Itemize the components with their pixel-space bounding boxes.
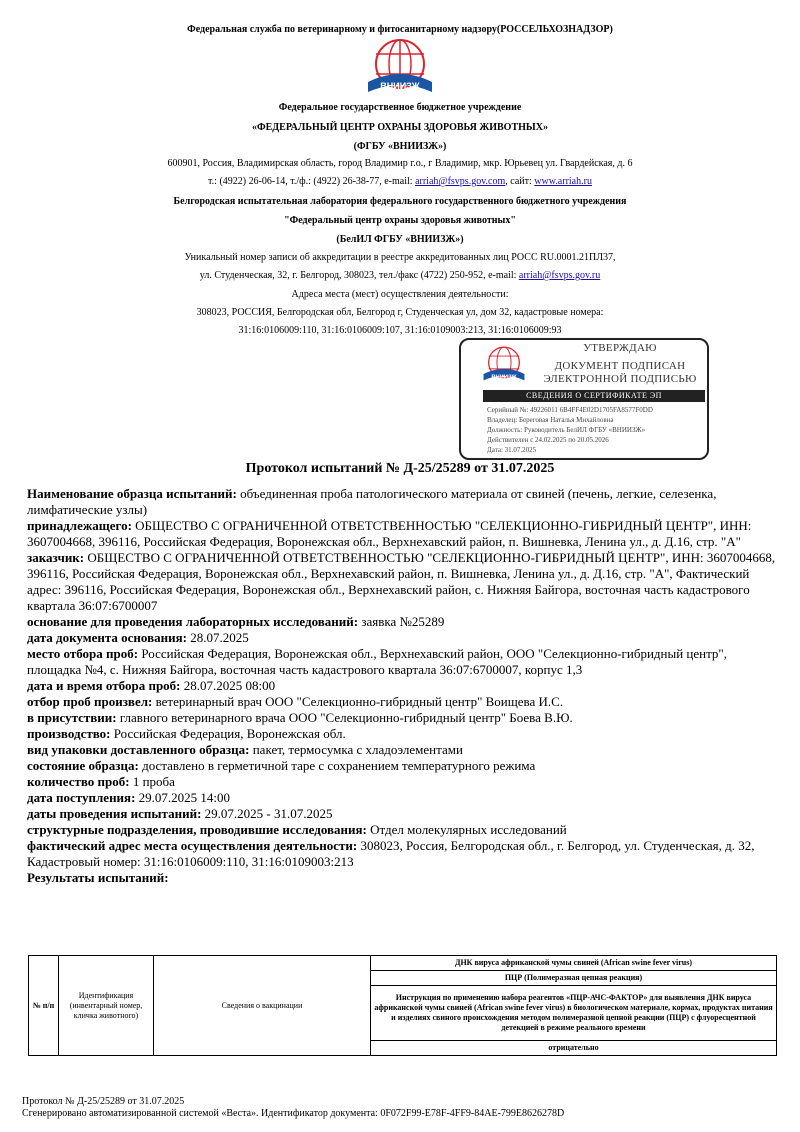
stamp-owner: Владелец: Береговая Наталья Михайловна [487, 416, 614, 424]
results-table [28, 955, 777, 1056]
field-line [27, 518, 782, 550]
field-label: состояние образца: [27, 758, 139, 773]
field-value: объединенная проба патологического материала от свиней (печень, легкие, селезенка, лимфатические узлы) [27, 486, 717, 517]
field-line [27, 550, 782, 614]
org-site-link[interactable]: www.arriah.ru [534, 176, 592, 187]
field-label: принадлежащего: [27, 518, 132, 533]
field-value: Российская Федерация, Воронежская обл. [110, 726, 346, 741]
e-signature-stamp [459, 338, 709, 460]
stamp-position: Должность: Руководитель БелИЛ ФГБУ «ВНИИЗЖ» [487, 426, 646, 434]
target-header: ДНК вируса африканской чумы свиней (African swine fever virus) [371, 956, 777, 971]
field-value: ОБЩЕСТВО С ОГРАНИЧЕННОЙ ОТВЕТСТВЕННОСТЬЮ "СЕЛЕКЦИОННО-ГИБРИДНЫЙ ЦЕНТР", ИНН: 3607004668, 396116, Российская Федерация, Воронежская обл., Верхнехавский район, п. Вишневка, Ленина ул., д. Д.16, стр. "А", Фактический адрес: 396116, Российская Федерация, Воронежская обл., Верхнехавский район, с. Нижняя Байгора, восточная часть кадастрового квартала 36:07:6700007 [27, 550, 776, 613]
org-type: Федеральное государственное бюджетное учреждение [278, 102, 522, 113]
field-label: в присутствии: [27, 710, 117, 725]
field-value: 1 проба [129, 774, 175, 789]
contacts-mid: , сайт: [505, 176, 535, 187]
stamp-signed-1: ДОКУМЕНТ ПОДПИСАН [554, 360, 686, 372]
field-value: Российская Федерация, Воронежская обл., Верхнехавский район, ООО "Селекционно-гибридный центр", площадка №4, с. Нижняя Байгора, восточная часть кадастрового квартала 36:07:6700007, корпус 1,3 [27, 646, 727, 677]
stamp-valid: Действителен с 24.02.2025 по 20.05.2026 [487, 436, 609, 444]
field-line [27, 614, 782, 630]
field-value: заявка №25289 [358, 614, 445, 629]
field-label: фактический адрес места осуществления деятельности: [27, 838, 358, 853]
svg-text:ВНИИЗЖ: ВНИИЗЖ [491, 374, 517, 381]
protocol-fields [27, 486, 782, 886]
stamp-logo [481, 345, 527, 385]
col-number-header: № п/п [29, 956, 59, 1056]
field-label: даты проведения испытаний: [27, 806, 202, 821]
stamp-serial: Серийный №: 49226011 6B4FF4E02D1705FA8577F0DD [487, 406, 653, 414]
field-line [27, 742, 782, 758]
col-vaccination-header: Сведения о вакцинации [154, 956, 371, 1056]
vniizzh-logo [364, 38, 436, 98]
field-line [27, 774, 782, 790]
field-value: Отдел молекулярных исследований [366, 822, 567, 837]
field-value: 28.07.2025 [186, 630, 249, 645]
field-value: пакет, термосумка с хладоэлементами [249, 742, 463, 757]
field-value: 308023, Россия, Белгородская обл., г. Белгород, ул. Студенческая, д. 32, Кадастровый номер: 31:16:0106009:110, 31:16:0109003:213 [27, 838, 755, 869]
field-value: 29.07.2025 - 31.07.2025 [201, 806, 333, 821]
field-line [27, 630, 782, 646]
method-header: ПЦР (Полимеразная цепная реакция) [371, 971, 777, 986]
field-line [27, 838, 782, 870]
field-line [27, 806, 782, 822]
field-label: отбор проб произвел: [27, 694, 153, 709]
field-value: ветеринарный врач ООО "Селекционно-гибридный центр" Воищева И.С. [152, 694, 564, 709]
activity-address-1: 308023, РОССИЯ, Белгородская обл, Белгород г, Студенческая ул, дом 32, кадастровые номера: [196, 307, 604, 318]
field-value: главного ветеринарного врача ООО "Селекционно-гибридный центр" Боева В.Ю. [116, 710, 573, 725]
field-line [27, 694, 782, 710]
field-value: доставлено в герметичной таре с сохранением температурного режима [138, 758, 536, 773]
lab-email-link[interactable]: arriah@fsvps.gov.ru [518, 270, 601, 281]
results-label: Результаты испытаний: [27, 870, 169, 885]
field-value: 28.07.2025 08:00 [180, 678, 276, 693]
field-label: производство: [27, 726, 111, 741]
field-label: структурные подразделения, проводившие исследования: [27, 822, 367, 837]
field-label: Наименование образца испытаний: [27, 486, 237, 501]
field-value: ОБЩЕСТВО С ОГРАНИЧЕННОЙ ОТВЕТСТВЕННОСТЬЮ "СЕЛЕКЦИОННО-ГИБРИДНЫЙ ЦЕНТР", ИНН: 3607004668, 396116, Российская Федерация, Воронежская обл., Верхнехавский район, п. Вишневка, Ленина ул., д. Д.16, стр. "А" [27, 518, 752, 549]
svg-text:ВНИИЗЖ: ВНИИЗЖ [380, 81, 420, 91]
org-address: 600901, Россия, Владимирская область, город Владимир г.о., г Владимир, мкр. Юрьевец ул. Гвардейская, д. 6 [167, 158, 633, 169]
field-line [27, 822, 782, 838]
field-label: дата поступления: [27, 790, 136, 805]
result-value: отрицательно [371, 1041, 777, 1056]
col-id-header: Идентификация (инвентарный номер, кличка животного) [59, 956, 154, 1056]
field-label: дата документа основания: [27, 630, 187, 645]
field-label: дата и время отбора проб: [27, 678, 181, 693]
lab-short: (БелИЛ ФГБУ «ВНИИЗЖ») [336, 234, 464, 245]
activity-address-2: 31:16:0106009:110, 31:16:0106009:107, 31:16:0109003:213, 31:16:0106009:93 [238, 325, 562, 336]
stamp-cert-bar: СВЕДЕНИЯ О СЕРТИФИКАТЕ ЭП [483, 390, 705, 402]
field-line [27, 758, 782, 774]
org-contacts [0, 176, 800, 188]
field-label: основание для проведения лабораторных исследований: [27, 614, 359, 629]
org-short: (ФГБУ «ВНИИЗЖ») [353, 141, 447, 152]
lab-address-prefix: ул. Студенческая, 32, г. Белгород, 308023, тел./факс (4722) 250-952, e-mail: [199, 270, 519, 281]
contacts-prefix: т.: (4922) 26-06-14, т./ф.: (4922) 26-38-77, e-mail: [208, 176, 416, 187]
instruction-header: Инструкция по применению набора реагентов «ПЦР-АЧС-ФАКТОР» для выявления ДНК вируса африканской чумы свиней (African swine fever virus) в биологическом материале, кормах, продуктах питания и изделиях свиного происхождения методом полимеразной цепной реакции (ПЦР) с флуоресцентной детекцией в режиме реального времени [371, 986, 777, 1041]
footer-protocol: Протокол № Д-25/25289 от 31.07.2025 [22, 1096, 185, 1107]
stamp-signed-2: ЭЛЕКТРОННОЙ ПОДПИСЬЮ [543, 373, 697, 385]
field-value: 29.07.2025 14:00 [135, 790, 231, 805]
footer-generated: Сгенерировано автоматизированной системой «Веста». Идентификатор документа: 0F072F99-E78F-4FF9-84AE-799E8626278D [22, 1108, 565, 1119]
field-line [27, 678, 782, 694]
stamp-approve: УТВЕРЖДАЮ [583, 342, 657, 354]
field-label: место отбора проб: [27, 646, 139, 661]
field-label: количество проб: [27, 774, 130, 789]
field-line [27, 646, 782, 678]
field-line [27, 726, 782, 742]
field-label: вид упаковки доставленного образца: [27, 742, 250, 757]
lab-line-2: "Федеральный центр охраны здоровья животных" [284, 215, 516, 226]
protocol-title: Протокол испытаний № Д-25/25289 от 31.07.2025 [245, 461, 555, 476]
field-line [27, 710, 782, 726]
field-line [27, 790, 782, 806]
field-line [27, 486, 782, 518]
activity-label: Адреса места (мест) осуществления деятельности: [291, 289, 509, 300]
org-name: «ФЕДЕРАЛЬНЫЙ ЦЕНТР ОХРАНЫ ЗДОРОВЬЯ ЖИВОТНЫХ» [252, 122, 548, 133]
lab-address [0, 270, 800, 282]
agency-name: Федеральная служба по ветеринарному и фитосанитарному надзору(РОССЕЛЬХОЗНАДЗОР) [187, 24, 613, 35]
accreditation: Уникальный номер записи об аккредитации в реестре аккредитованных лиц РОСС RU.0001.21ПЛ37, [184, 252, 616, 263]
field-label: заказчик: [27, 550, 85, 565]
lab-line-1: Белгородская испытательная лаборатория федерального государственного бюджетного учреждения [173, 196, 627, 207]
stamp-date: Дата: 31.07.2025 [487, 446, 537, 454]
org-email-link[interactable]: arriah@fsvps.gov.com [415, 176, 506, 187]
